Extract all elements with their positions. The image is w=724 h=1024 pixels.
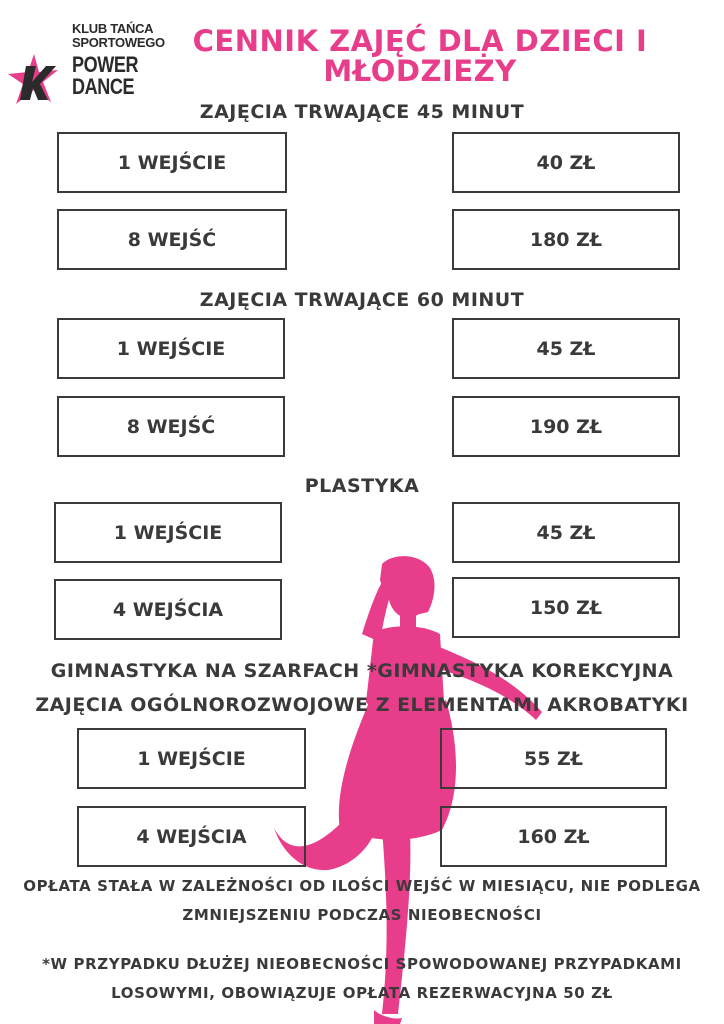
price-box: 150 ZŁ — [452, 577, 680, 638]
absence-note — [0, 950, 724, 1008]
logo-big-text — [72, 54, 138, 98]
price-box: 190 ZŁ — [452, 396, 680, 457]
absence-note-line2: LOSOWYMI, OBOWIĄZUJE OPŁATA REZERWACYJNA 50 ZŁ — [111, 984, 613, 1002]
price-box: 45 ZŁ — [452, 318, 680, 379]
entry-label-box: 4 WEJŚCIA — [77, 806, 306, 867]
fee-note — [0, 872, 724, 930]
logo-small-line1: KLUB TAŃCA — [72, 21, 154, 36]
price-box: 40 ZŁ — [452, 132, 680, 193]
power-dance-logo — [6, 21, 165, 112]
price-box: 45 ZŁ — [452, 502, 680, 563]
logo-big-line1: POWER — [72, 52, 139, 77]
fee-note-line2: ZMNIEJSZENIU PODCZAS NIEOBECNOŚCI — [182, 906, 542, 924]
entry-label-box: 1 WEJŚCIE — [57, 318, 285, 379]
star-k-logo-icon — [6, 52, 62, 108]
entry-label-box: 8 WEJŚĆ — [57, 396, 285, 457]
entry-label-box: 1 WEJŚCIE — [54, 502, 282, 563]
price-box: 55 ZŁ — [440, 728, 667, 789]
section-heading-akrobatyka: ZAJĘCIA OGÓLNOROZWOJOWE Z ELEMENTAMI AKROBATYKI — [35, 694, 689, 716]
section-heading-plastyka: PLASTYKA — [304, 475, 420, 497]
logo-big-line2: DANCE — [72, 74, 135, 99]
page-title: CENNIK ZAJĘĆ DLA DZIECI I MŁODZIEŻY — [192, 24, 648, 88]
entry-label-box: 1 WEJŚCIE — [77, 728, 306, 789]
price-box: 160 ZŁ — [440, 806, 667, 867]
entry-label-box: 4 WEJŚCIA — [54, 579, 282, 640]
section-heading-45min: ZAJĘCIA TRWAJĄCE 45 MINUT — [199, 101, 525, 123]
fee-note-line1: OPŁATA STAŁA W ZALEŻNOŚCI OD ILOŚCI WEJŚĆ W MIESIĄCU, NIE PODLEGA — [23, 877, 701, 895]
logo-small-line2: SPORTOWEGO — [72, 35, 165, 50]
price-box: 180 ZŁ — [452, 209, 680, 270]
section-heading-gimnastyka: GIMNASTYKA NA SZARFACH *GIMNASTYKA KOREKCYJNA — [50, 660, 674, 682]
entry-label-box: 8 WEJŚĆ — [57, 209, 287, 270]
logo-small-text — [72, 22, 165, 50]
absence-note-line1: *W PRZYPADKU DŁUŻEJ NIEOBECNOŚCI SPOWODOWANEJ PRZYPADKAMI — [42, 955, 682, 973]
section-heading-60min: ZAJĘCIA TRWAJĄCE 60 MINUT — [199, 289, 525, 311]
entry-label-box: 1 WEJŚCIE — [57, 132, 287, 193]
